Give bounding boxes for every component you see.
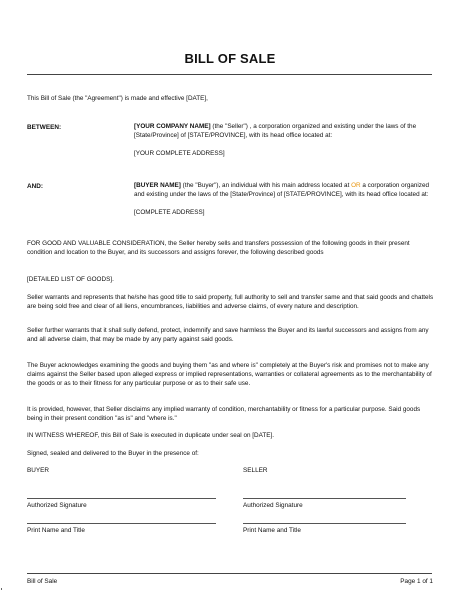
seller-heading: SELLER xyxy=(243,467,268,474)
seller-print-name-line xyxy=(243,523,406,524)
buyer-description-start: (the "Buyer"), an individual with his main address located at xyxy=(180,182,352,189)
or-highlight: OR xyxy=(351,182,361,189)
footer-divider xyxy=(27,573,432,574)
as-is-paragraph: The Buyer acknowledges examining the goods and buying them "as and where is" completely at the Buyer's risk and promises not to make any claims against the Seller based upon alleged express or implied representations, warranties or collateral agreements as to the merchantability of the goods or as to their fitness for any particular purpose or as to their safe use. xyxy=(27,362,432,388)
buyer-authorized-signature-label: Authorized Signature xyxy=(27,502,87,509)
buyer-party-block xyxy=(134,181,434,217)
buyer-name: [BUYER NAME] xyxy=(134,182,181,189)
and-label: AND: xyxy=(27,183,43,190)
seller-signature-line xyxy=(243,498,406,499)
goods-list-paragraph: [DETAILED LIST OF GOODS]. xyxy=(27,276,114,283)
signed-paragraph: Signed, sealed and delivered to the Buyer in the presence of: xyxy=(27,450,199,457)
title-divider xyxy=(27,74,432,75)
buyer-print-name-label: Print Name and Title xyxy=(27,527,85,534)
seller-description: (the "Seller") , a corporation organized and existing under the laws of the [State/Province] of [STATE/PROVINCE], with its head office located at: xyxy=(134,123,417,140)
buyer-heading: BUYER xyxy=(27,467,50,474)
disclaimer-paragraph: It is provided, however, that Seller disclaims any implied warranty of condition, merchantability or fitness for a particular purpose. Said goods being in their present condition "as is" and "where is." xyxy=(27,406,421,423)
indemnity-paragraph: Seller further warrants that it shall sully defend, protect, indemnify and save harmless the Buyer and its lawful successors and assigns from any and all adverse claim, that may be made by any party against said goods. xyxy=(27,327,429,344)
document-title: BILL OF SALE xyxy=(184,51,276,66)
buyer-party-text xyxy=(134,181,434,199)
buyer-address: [COMPLETE ADDRESS] xyxy=(134,209,205,217)
intro-text: This Bill of Sale (the "Agreement") is made and effective [DATE], xyxy=(27,95,208,102)
consideration-paragraph: FOR GOOD AND VALUABLE CONSIDERATION, the Seller hereby sells and transfers possession of the following goods in their present condition and location to the Buyer, and its successors and assigns forever, the following described goods xyxy=(27,240,410,257)
buyer-signature-line xyxy=(27,498,216,499)
between-label: BETWEEN: xyxy=(27,124,62,131)
page-edge-mark xyxy=(1,588,2,590)
footer-document-name: Bill of Sale xyxy=(27,578,58,585)
seller-party-text xyxy=(134,122,434,140)
buyer-print-name-line xyxy=(27,523,216,524)
seller-address: [YOUR COMPLETE ADDRESS] xyxy=(134,150,225,158)
seller-print-name-label: Print Name and Title xyxy=(243,527,301,534)
seller-party-block xyxy=(134,122,434,158)
buyer-description-end: a corporation organized and existing under the laws of the [State/Province] of [STATE/PROVINCE], with its head office located at: xyxy=(134,182,430,199)
seller-authorized-signature-label: Authorized Signature xyxy=(243,502,303,509)
footer-page-number: Page 1 of 1 xyxy=(400,578,433,585)
seller-name: [YOUR COMPANY NAME] xyxy=(134,123,211,130)
title-warranty-paragraph: Seller warrants and represents that he/she has good title to said property, full authority to sell and transfer same and that said goods and chattels are being sold free and clear of all liens, encumbrances, liabilities and adverse claims, of every nature and description. xyxy=(27,294,434,311)
witness-paragraph: IN WITNESS WHEREOF, this Bill of Sale is executed in duplicate under seal on [DATE]. xyxy=(27,432,275,439)
